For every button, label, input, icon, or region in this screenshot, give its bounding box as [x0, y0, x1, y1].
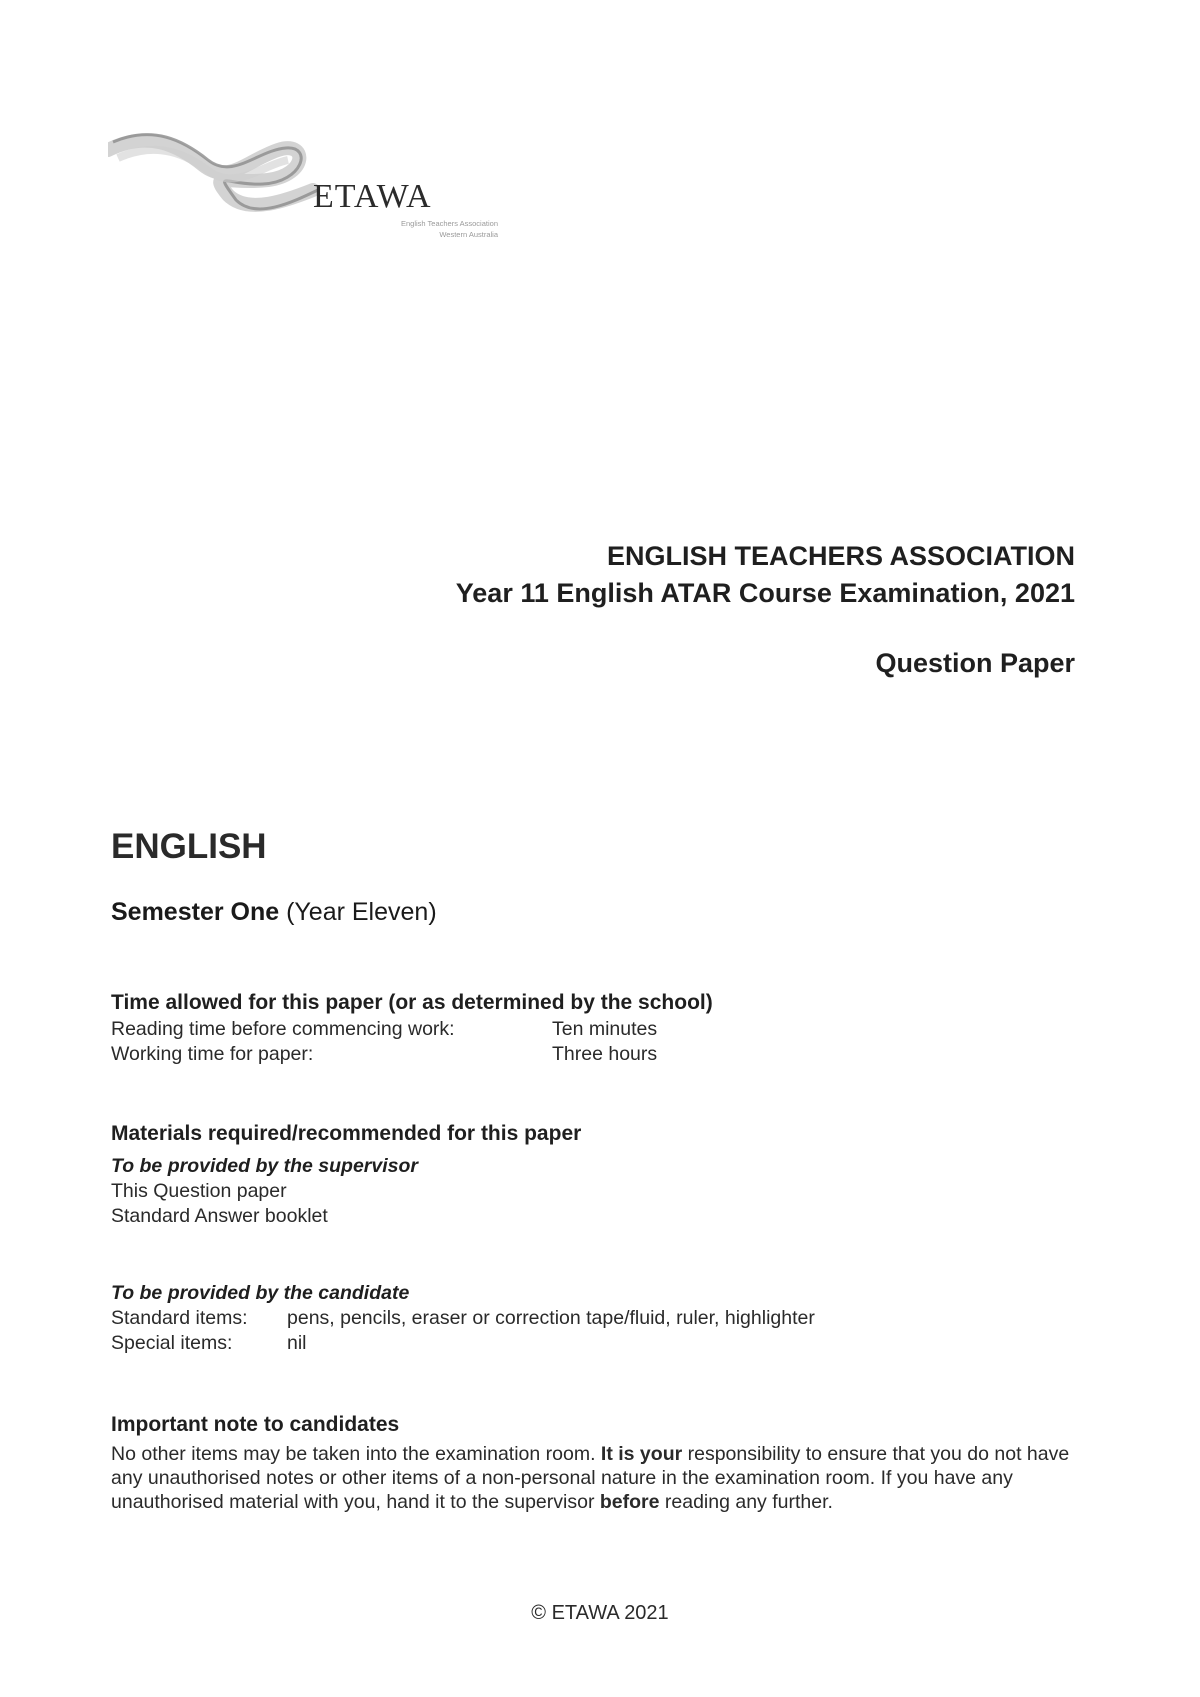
- ribbon-e-logo-icon: [108, 120, 338, 230]
- logo-wordmark: ETAWA: [313, 178, 432, 215]
- semester-bold: Semester One: [111, 898, 280, 926]
- special-items-label: Special items:: [111, 1332, 233, 1354]
- organisation-title: ENGLISH TEACHERS ASSOCIATION: [606, 541, 1075, 571]
- semester-line: [111, 898, 437, 927]
- logo-subtitle: English Teachers Association Western Australia: [400, 219, 498, 239]
- etawa-logo: [108, 120, 498, 250]
- standard-items-value: pens, pencils, eraser or correction tape/fluid, ruler, highlighter: [287, 1307, 815, 1329]
- special-items-value: nil: [287, 1332, 307, 1354]
- supervisor-item: Standard Answer booklet: [111, 1205, 328, 1227]
- copyright-footer: © ETAWA 2021: [531, 1602, 669, 1624]
- candidate-heading: To be provided by the candidate: [111, 1282, 410, 1304]
- supervisor-heading: To be provided by the supervisor: [111, 1155, 419, 1177]
- time-allowed-title: Time allowed for this paper (or as determined by the school): [111, 991, 713, 1014]
- subject-name: ENGLISH: [111, 827, 267, 866]
- materials-title: Materials required/recommended for this paper: [111, 1122, 582, 1145]
- standard-items-label: Standard items:: [111, 1307, 248, 1329]
- important-note-text: No other items may be taken into the examination room. It is your responsibility to ensure that you do not have any unauthorised notes or other items of a non-personal nature in the examination room. If you have any unauthorised material with you, hand it to the supervisor before reading any further.: [111, 1443, 1070, 1513]
- working-time-label: Working time for paper:: [111, 1043, 314, 1065]
- important-note-title: Important note to candidates: [111, 1413, 400, 1436]
- exam-title: Year 11 English ATAR Course Examination, 2021: [455, 578, 1075, 608]
- reading-time-label: Reading time before commencing work:: [111, 1018, 455, 1040]
- reading-time-value: Ten minutes: [552, 1018, 658, 1040]
- semester-year: (Year Eleven): [286, 898, 437, 926]
- supervisor-item: This Question paper: [111, 1180, 287, 1202]
- working-time-value: Three hours: [552, 1043, 658, 1065]
- paper-type: Question Paper: [875, 648, 1075, 678]
